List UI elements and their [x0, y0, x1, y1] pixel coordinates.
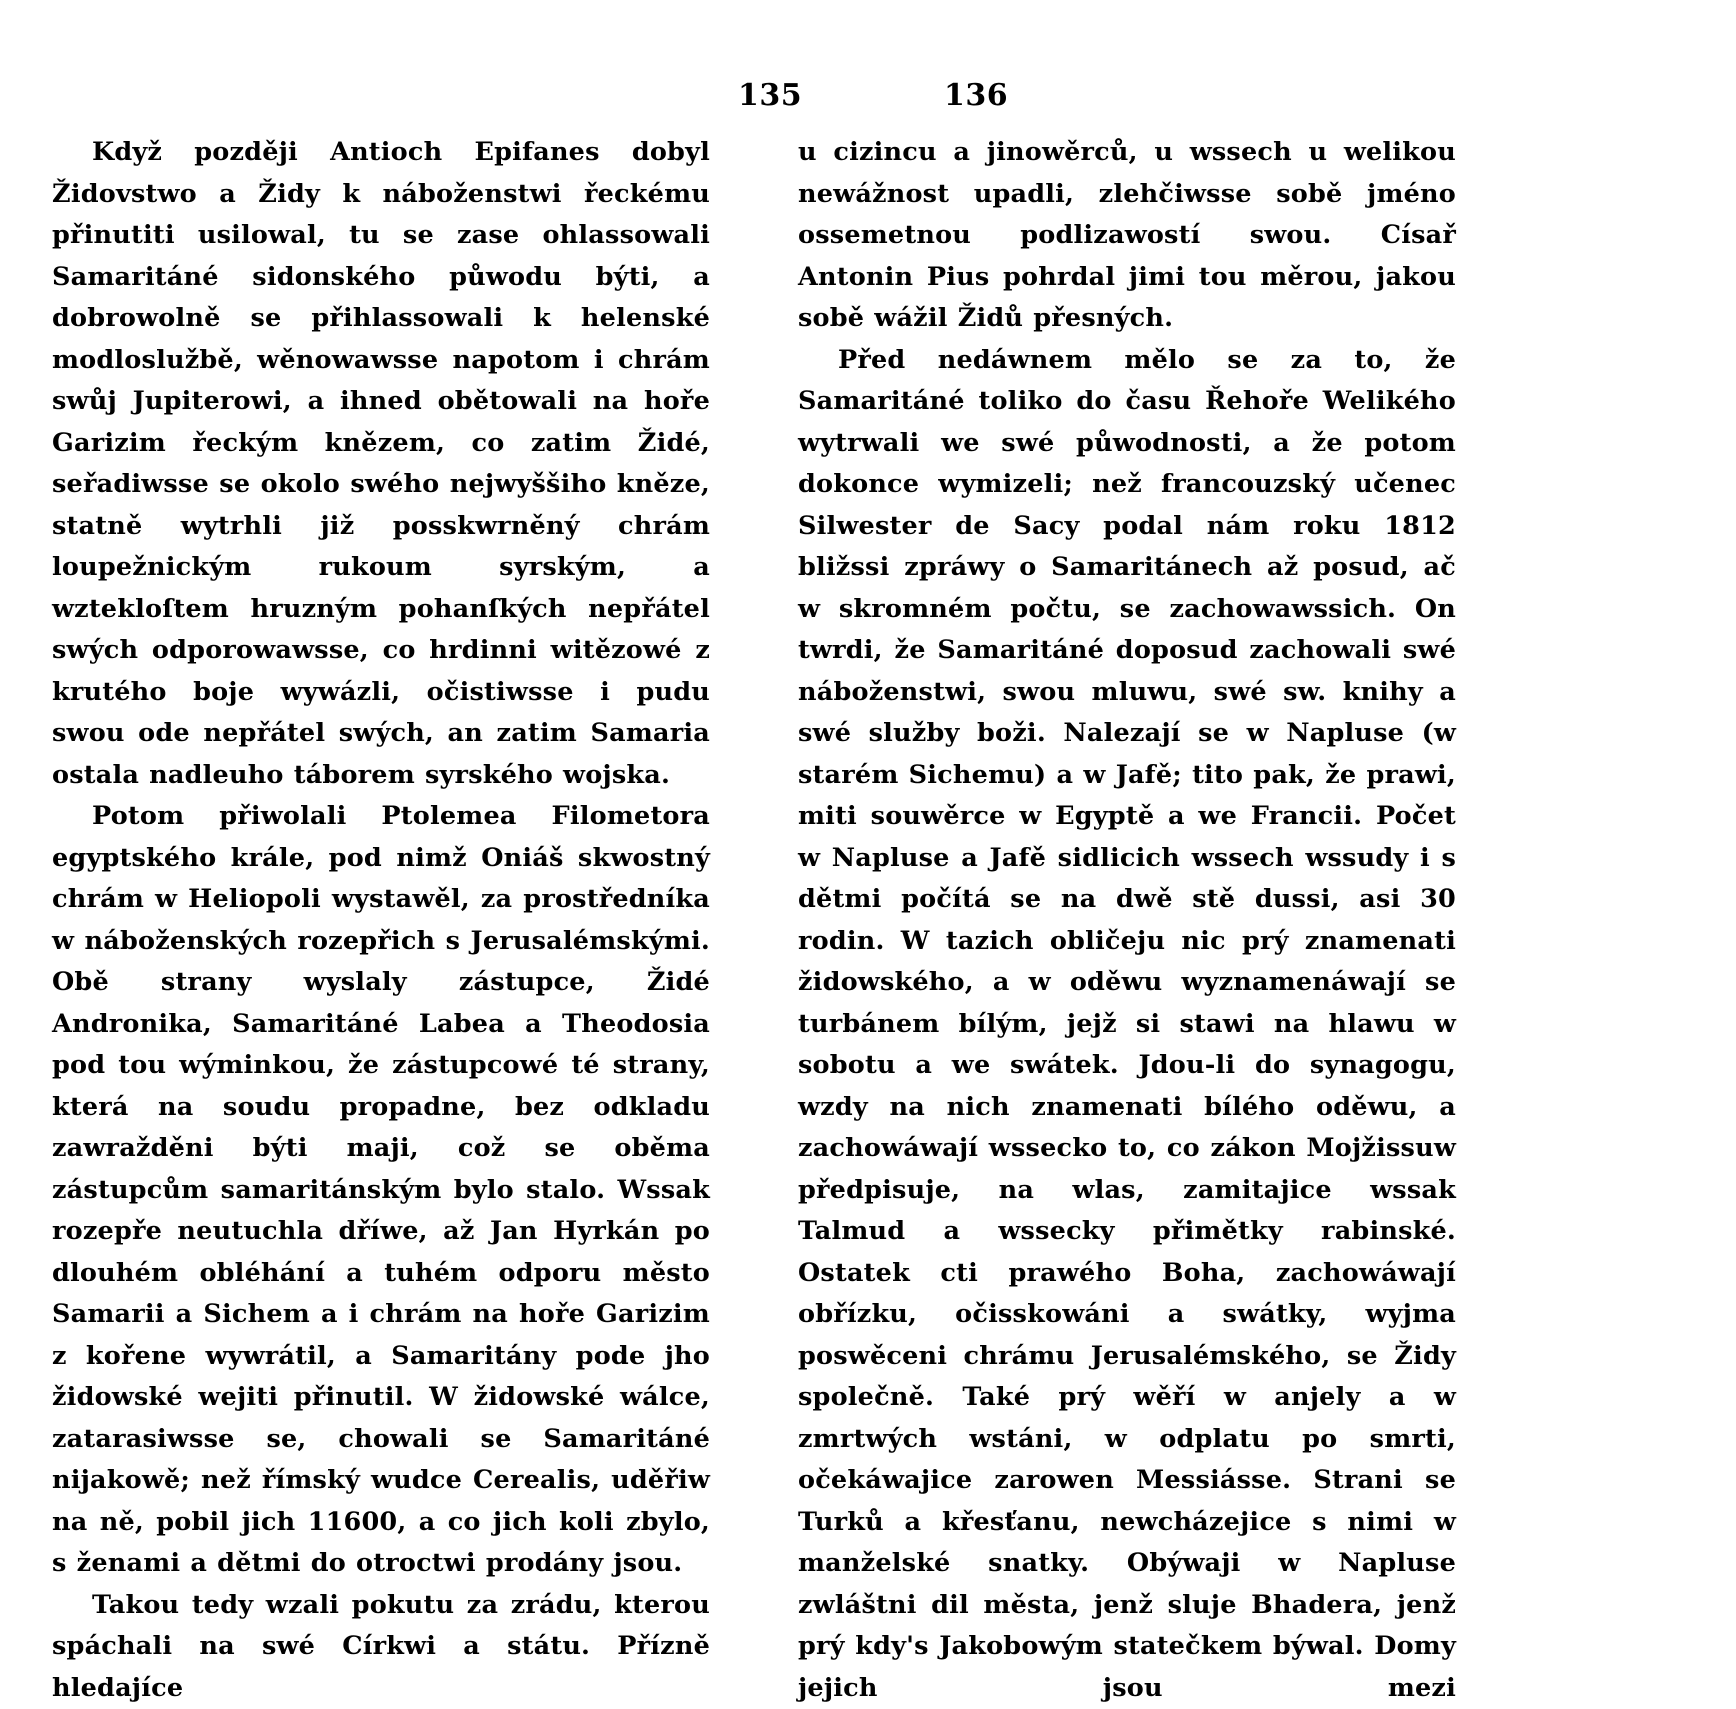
column-right [798, 132, 1456, 1709]
paragraph [52, 1585, 710, 1709]
column-left [52, 132, 710, 1709]
paragraph [52, 796, 710, 1585]
page-number-right: 136 [944, 78, 1008, 113]
paragraph-text: Když později Antioch Epifanes dobyl Židovstwo a Židy k náboženstwi řeckému přinutiti usilowal, tu se zase ohlassowali Samaritáné sidonského půwodu býti, a dobrowolně se přihlassowali k helenské modloslužbě, wěnowawsse napotom i chrám swůj Jupiterowi, a ihned obětowali na hoře Garizim řeckým knězem, co zatim Židé, seřadiwsse se okolo swého nejwyššiho kněze, statně wytrhli již posskwrněný chrám loupežnickým rukoum syrským, a wztekloſtem hruzným pohanſkých nepřátel swých odporowawsse, co hrdinni witězowé z krutého boje wywázli, očistiwsse i pudu swou ode nepřátel swých, an zatim Samaria ostala nadleuho táborem syrského wojska. [52, 137, 710, 790]
paragraph-text: Před nedáwnem mělo se za to, že Samaritáné toliko do času Řehoře Welikého wytrwali we swé půwodnosti, a že potom dokonce wymizeli; než francouzský učenec Silwester de Sacy podal nám roku 1812 bližssi zpráwy o Samaritánech až posud, ač w skromném počtu, se zachowawssich. On twrdi, že Samaritáné doposud zachowali swé náboženstwi, swou mluwu, swé sw. knihy a swé služby boži. Nalezají se w Napluse (w starém Sichemu) a w Jafě; tito pak, že prawi, miti souwěrce w Egyptě a we Francii. Počet w Napluse a Jafě sidlicich wssech wssudy i s dětmi počítá se na dwě stě dussi, asi 30 rodin. W tazich obličeju nic prý znamenati židowského, a w oděwu wyznamenáwají se turbánem bílým, jejž si stawi na hlawu w sobotu a we swátek. Jdou-li do synagogu, wzdy na nich znamenati bílého oděwu, a zachowáwají wssecko to, co zákon Mojžissuw předpisuje, na wlas, zamitajice wssak Talmud a wssecky přimětky rabinské. Ostatek cti prawého Boha, zachowáwají obřízku, očisskowáni a swátky, wyjma poswěceni chrámu Jerusalémského, se Židy společně. Také prý wěří w anjely a w zmrtwých wstáni, w odplatu po smrti, očekáwajice zarowen Messiásse. Strani se Turků a křesťanu, newcházejice s nimi w manželské snatky. Obýwaji w Napluse zwláštni dil města, jenž sluje Bhadera, jenž prý kdy's Jakobowým statečkem býwal. Domy jejich jsou mezi [798, 345, 1456, 1703]
text-columns [0, 132, 1736, 1709]
paragraph-text: u cizincu a jinowěrců, u wssech u welikou newážnost upadli, zlehčiwsse sobě jméno ossemetnou podlizawostí swou. Císař Antonin Pius pohrdal jimi tou měrou, jakou sobě wážil Židů přesných. [798, 137, 1456, 333]
paragraph [52, 132, 710, 796]
paragraph-text: Takou tedy wzali pokutu za zrádu, kterou spáchali na swé Církwi a státu. Přízně hledajíce [52, 1590, 710, 1703]
page-number-left: 135 [738, 78, 802, 113]
paragraph [798, 132, 1456, 340]
page-number-row [0, 78, 1736, 118]
paragraph [798, 340, 1456, 1709]
paragraph-text: Potom přiwolali Ptolemea Filometora egyptského krále, pod nimž Oniáš skwostný chrám w Heliopoli wystawěl, za prostředníka w náboženských rozepřich s Jerusalémskými. Obě strany wyslaly zástupce, Židé Andronika, Samaritáné Labea a Theodosia pod tou wýminkou, že zástupcowé té strany, která na soudu propadne, bez odkladu zawražděni býti maji, což se oběma zástupcům samaritánským bylo stalo. Wssak rozepře neutuchla dříwe, až Jan Hyrkán po dlouhém obléhání a tuhém odporu město Samarii a Sichem a i chrám na hoře Garizim z kořene wywrátil, a Samaritány pode jho židowské wejiti přinutil. W židowské wálce, zatarasiwsse se, chowali se Samaritáné nijakowě; než římský wudce Cerealis, uděřiw na ně, pobil jich 11600, a co jich koli zbylo, s ženami a dětmi do otroctwi prodány jsou. [52, 801, 710, 1578]
